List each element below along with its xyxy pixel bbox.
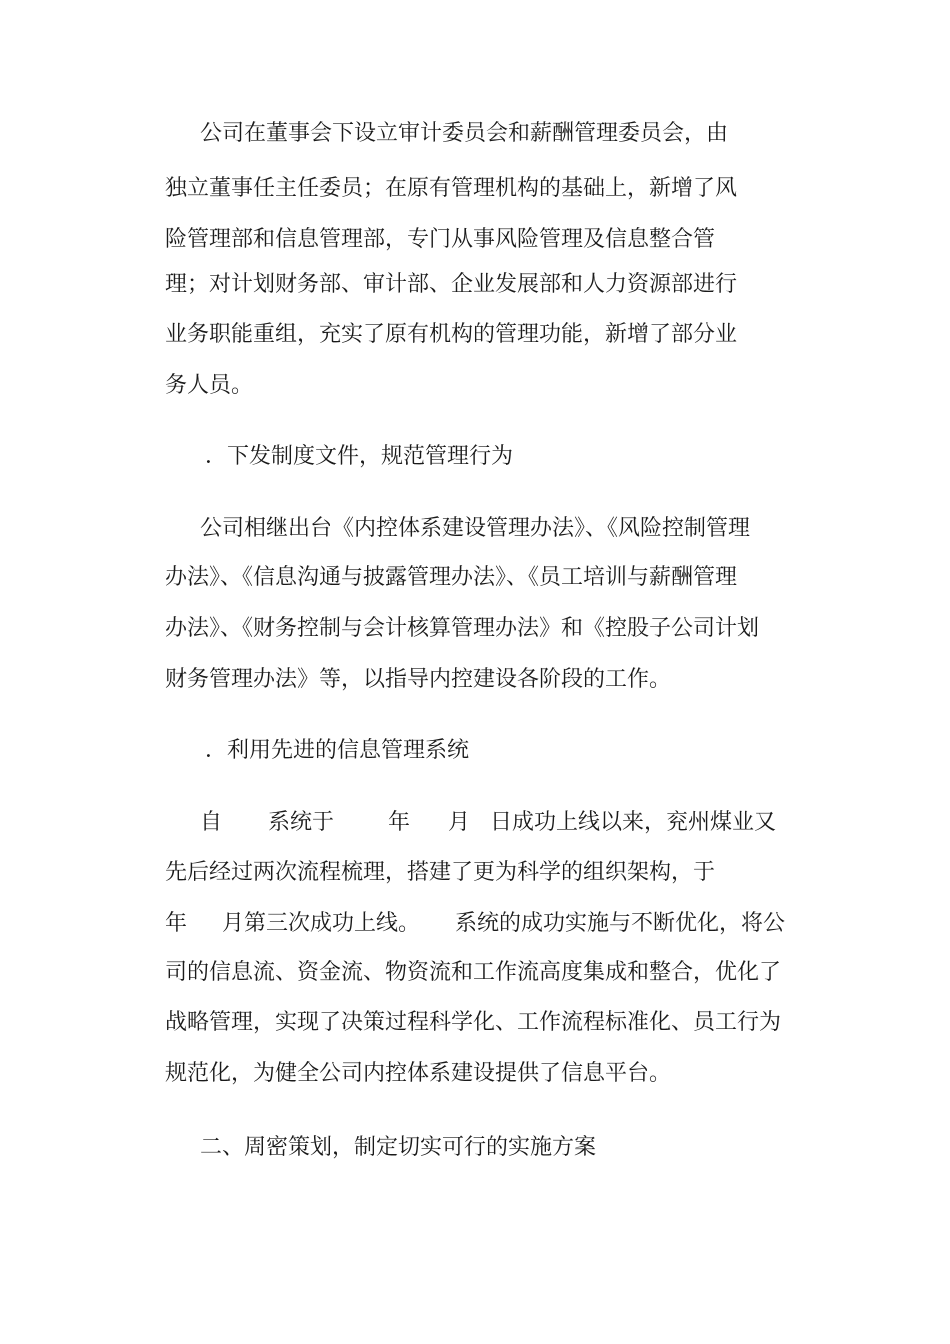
paragraph-2-line-2-text: 办法》、《信息沟通与披露管理办法》、《员工培训与薪酬管理: [165, 565, 738, 590]
section-heading-1-text: ．下发制度文件，规范管理行为: [205, 444, 514, 469]
paragraph-1-line-5-text: 业务职能重组，充实了原有机构的管理功能，新增了部分业: [165, 322, 738, 347]
paragraph-1-line-6-text: 务人员。: [165, 373, 254, 398]
paragraph-3-line-1-seg-3: 年: [388, 810, 411, 835]
paragraph-1-line-1-text: 公司在董事会下设立审计委员会和薪酬管理委员会，由: [200, 121, 729, 146]
paragraph-2-line-1-text: 公司相继出台《内控体系建设管理办法》、《风险控制管理: [200, 516, 751, 541]
paragraph-1-line-4-text: 理；对计划财务部、审计部、企业发展部和人力资源部进行: [165, 272, 738, 297]
paragraph-1-line-2-text: 独立董事任主任委员；在原有管理机构的基础上，新增了风: [165, 176, 738, 201]
section-heading-3: [0, 1133, 950, 1223]
paragraph-3-line-5-text: 战略管理，实现了决策过程科学化、工作流程标准化、员工行为: [165, 1010, 782, 1035]
paragraph-3-line-2-text: 先后经过两次流程梳理，搭建了更为科学的组织架构，于: [165, 860, 716, 885]
paragraph-3-line-3-seg-3: 系统的成功实施与不断优化，将公: [455, 911, 786, 936]
paragraph-3-line-1-seg-2: 系统于: [268, 810, 335, 835]
paragraph-2-line-3-text: 办法》、《财务控制与会计核算管理办法》和《控股子公司计划: [165, 616, 760, 641]
paragraph-3-line-1-seg-1: 自: [200, 810, 223, 835]
paragraph-3-line-1-seg-4: 月: [448, 810, 471, 835]
section-heading-2-text: ．利用先进的信息管理系统: [205, 738, 470, 763]
paragraph-3-line-4-text: 司的信息流、资金流、物资流和工作流高度集成和整合，优化了: [165, 960, 782, 985]
paragraph-3-line-3-seg-2: 月第三次成功上线。: [222, 911, 421, 936]
section-heading-3-text: 二、周密策划，制定切实可行的实施方案: [200, 1135, 597, 1160]
paragraph-3-line-1-seg-5: 日成功上线以来，兖州煤业又: [490, 810, 777, 835]
paragraph-2-line-4-text: 财务管理办法》等，以指导内控建设各阶段的工作。: [165, 667, 672, 692]
paragraph-1-line-3-text: 险管理部和信息管理部，专门从事风险管理及信息整合管: [165, 227, 716, 252]
paragraph-3-line-3-seg-1: 年: [165, 911, 188, 936]
paragraph-3-line-6-text: 规范化，为健全公司内控体系建设提供了信息平台。: [165, 1061, 672, 1086]
